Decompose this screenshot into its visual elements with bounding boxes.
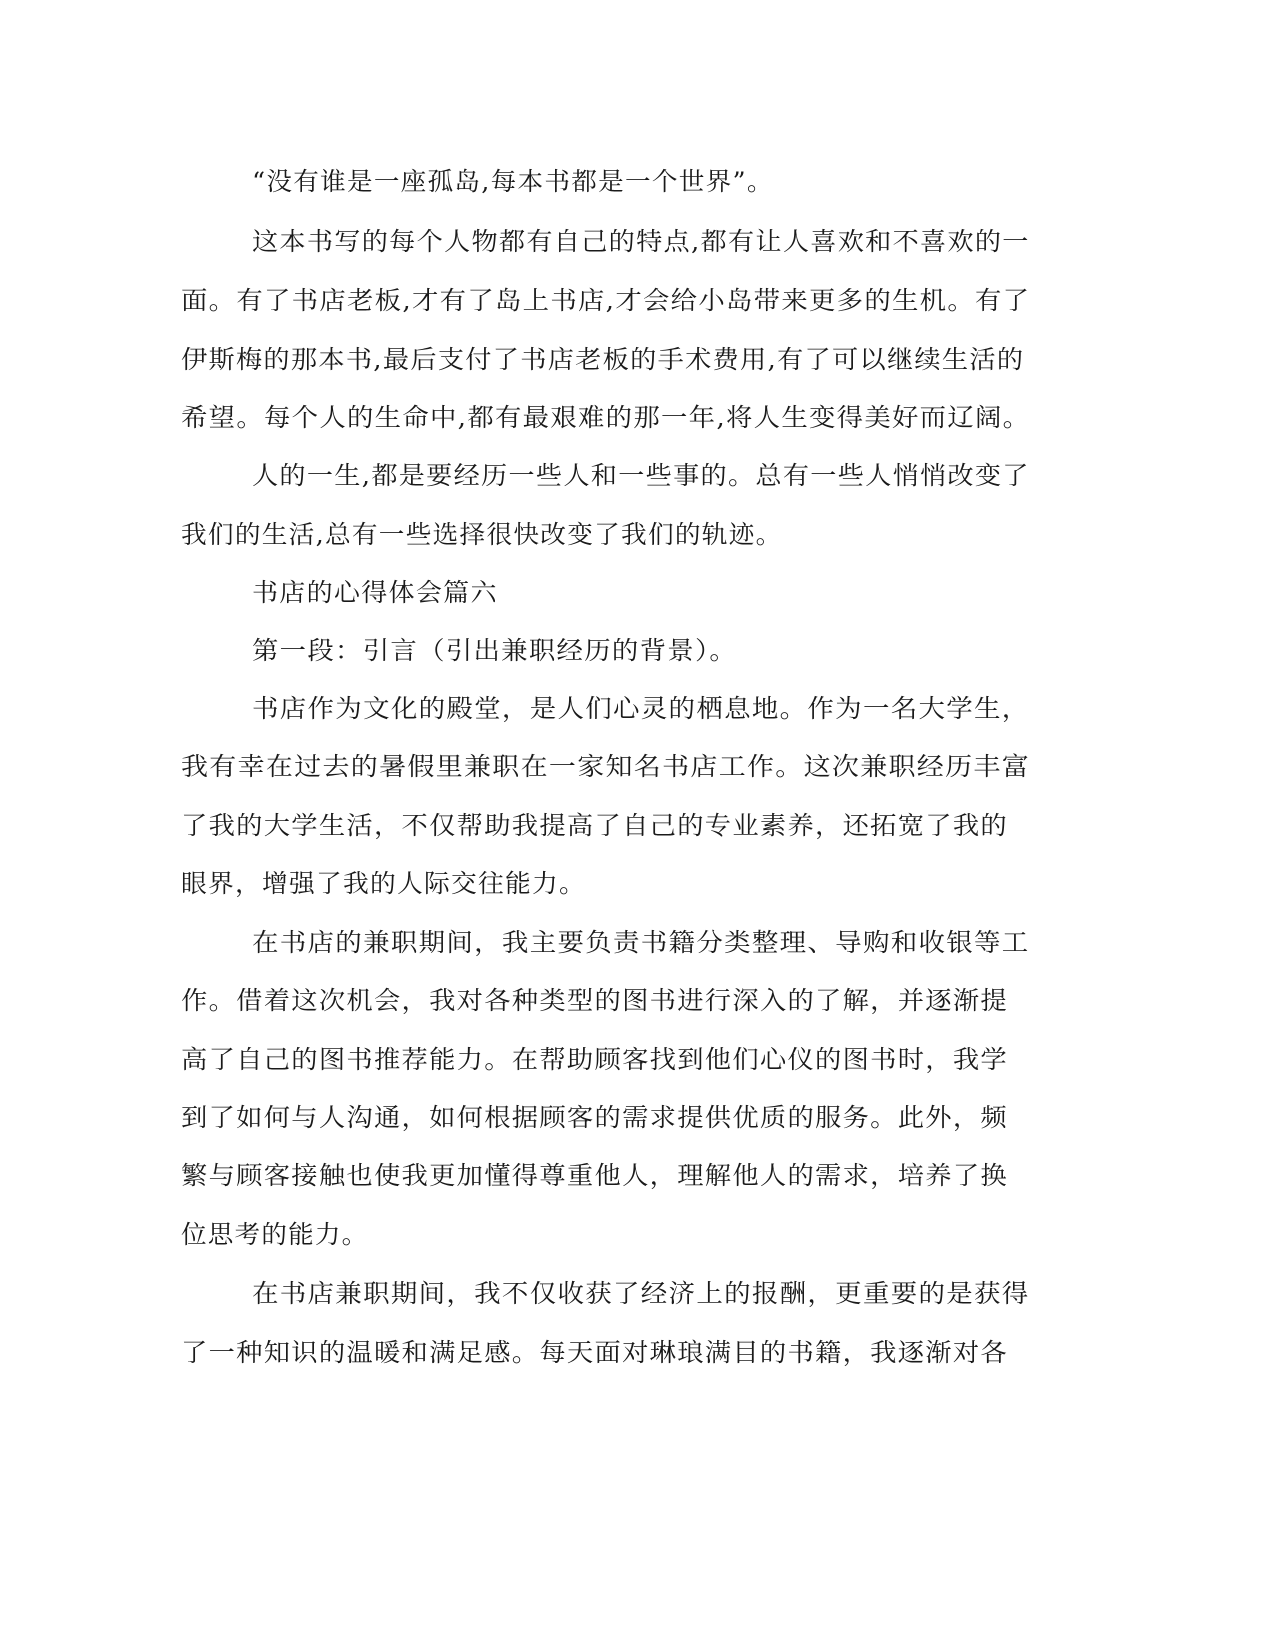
text-line-18: 繁与顾客接触也使我更加懂得尊重他人，理解他人的需求，培养了换 xyxy=(181,1161,1009,1190)
text-line-1: “没有谁是一座孤岛,每本书都是一个世界”。 xyxy=(252,167,774,196)
text-line-6: 人的一生,都是要经历一些人和一些事的。总有一些人悄悄改变了 xyxy=(252,461,1030,490)
text-line-2: 这本书写的每个人物都有自己的特点,都有让人喜欢和不喜欢的一 xyxy=(252,227,1030,256)
text-line-16: 高了自己的图书推荐能力。在帮助顾客找到他们心仪的图书时，我学 xyxy=(181,1045,1009,1074)
text-line-20: 在书店兼职期间，我不仅收获了经济上的报酬，更重要的是获得 xyxy=(252,1279,1030,1308)
text-line-14: 在书店的兼职期间，我主要负责书籍分类整理、导购和收银等工 xyxy=(252,928,1030,957)
text-line-9: 第一段：引言（引出兼职经历的背景）。 xyxy=(252,636,738,665)
section-heading: 书店的心得体会篇六 xyxy=(252,578,498,607)
text-line-12: 了我的大学生活，不仅帮助我提高了自己的专业素养，还拓宽了我的 xyxy=(181,811,1009,840)
text-line-19: 位思考的能力。 xyxy=(181,1220,369,1249)
text-line-7: 我们的生活,总有一些选择很快改变了我们的轨迹。 xyxy=(181,520,783,549)
text-line-4: 伊斯梅的那本书,最后支付了书店老板的手术费用,有了可以继续生活的 xyxy=(181,345,1025,374)
text-line-3: 面。有了书店老板,才有了岛上书店,才会给小岛带来更多的生机。有了 xyxy=(181,286,1031,315)
text-line-21: 了一种知识的温暖和满足感。每天面对琳琅满目的书籍，我逐渐对各 xyxy=(181,1338,1009,1367)
text-line-17: 到了如何与人沟通，如何根据顾客的需求提供优质的服务。此外，频 xyxy=(181,1103,1009,1132)
text-line-5: 希望。每个人的生命中,都有最艰难的那一年,将人生变得美好而辽阔。 xyxy=(181,403,1031,432)
text-line-10: 书店作为文化的殿堂，是人们心灵的栖息地。作为一名大学生， xyxy=(252,694,1030,723)
text-line-13: 眼界，增强了我的人际交往能力。 xyxy=(181,869,587,898)
text-line-11: 我有幸在过去的暑假里兼职在一家知名书店工作。这次兼职经历丰富 xyxy=(181,752,1031,781)
text-line-15: 作。借着这次机会，我对各种类型的图书进行深入的了解，并逐渐提 xyxy=(181,986,1009,1015)
